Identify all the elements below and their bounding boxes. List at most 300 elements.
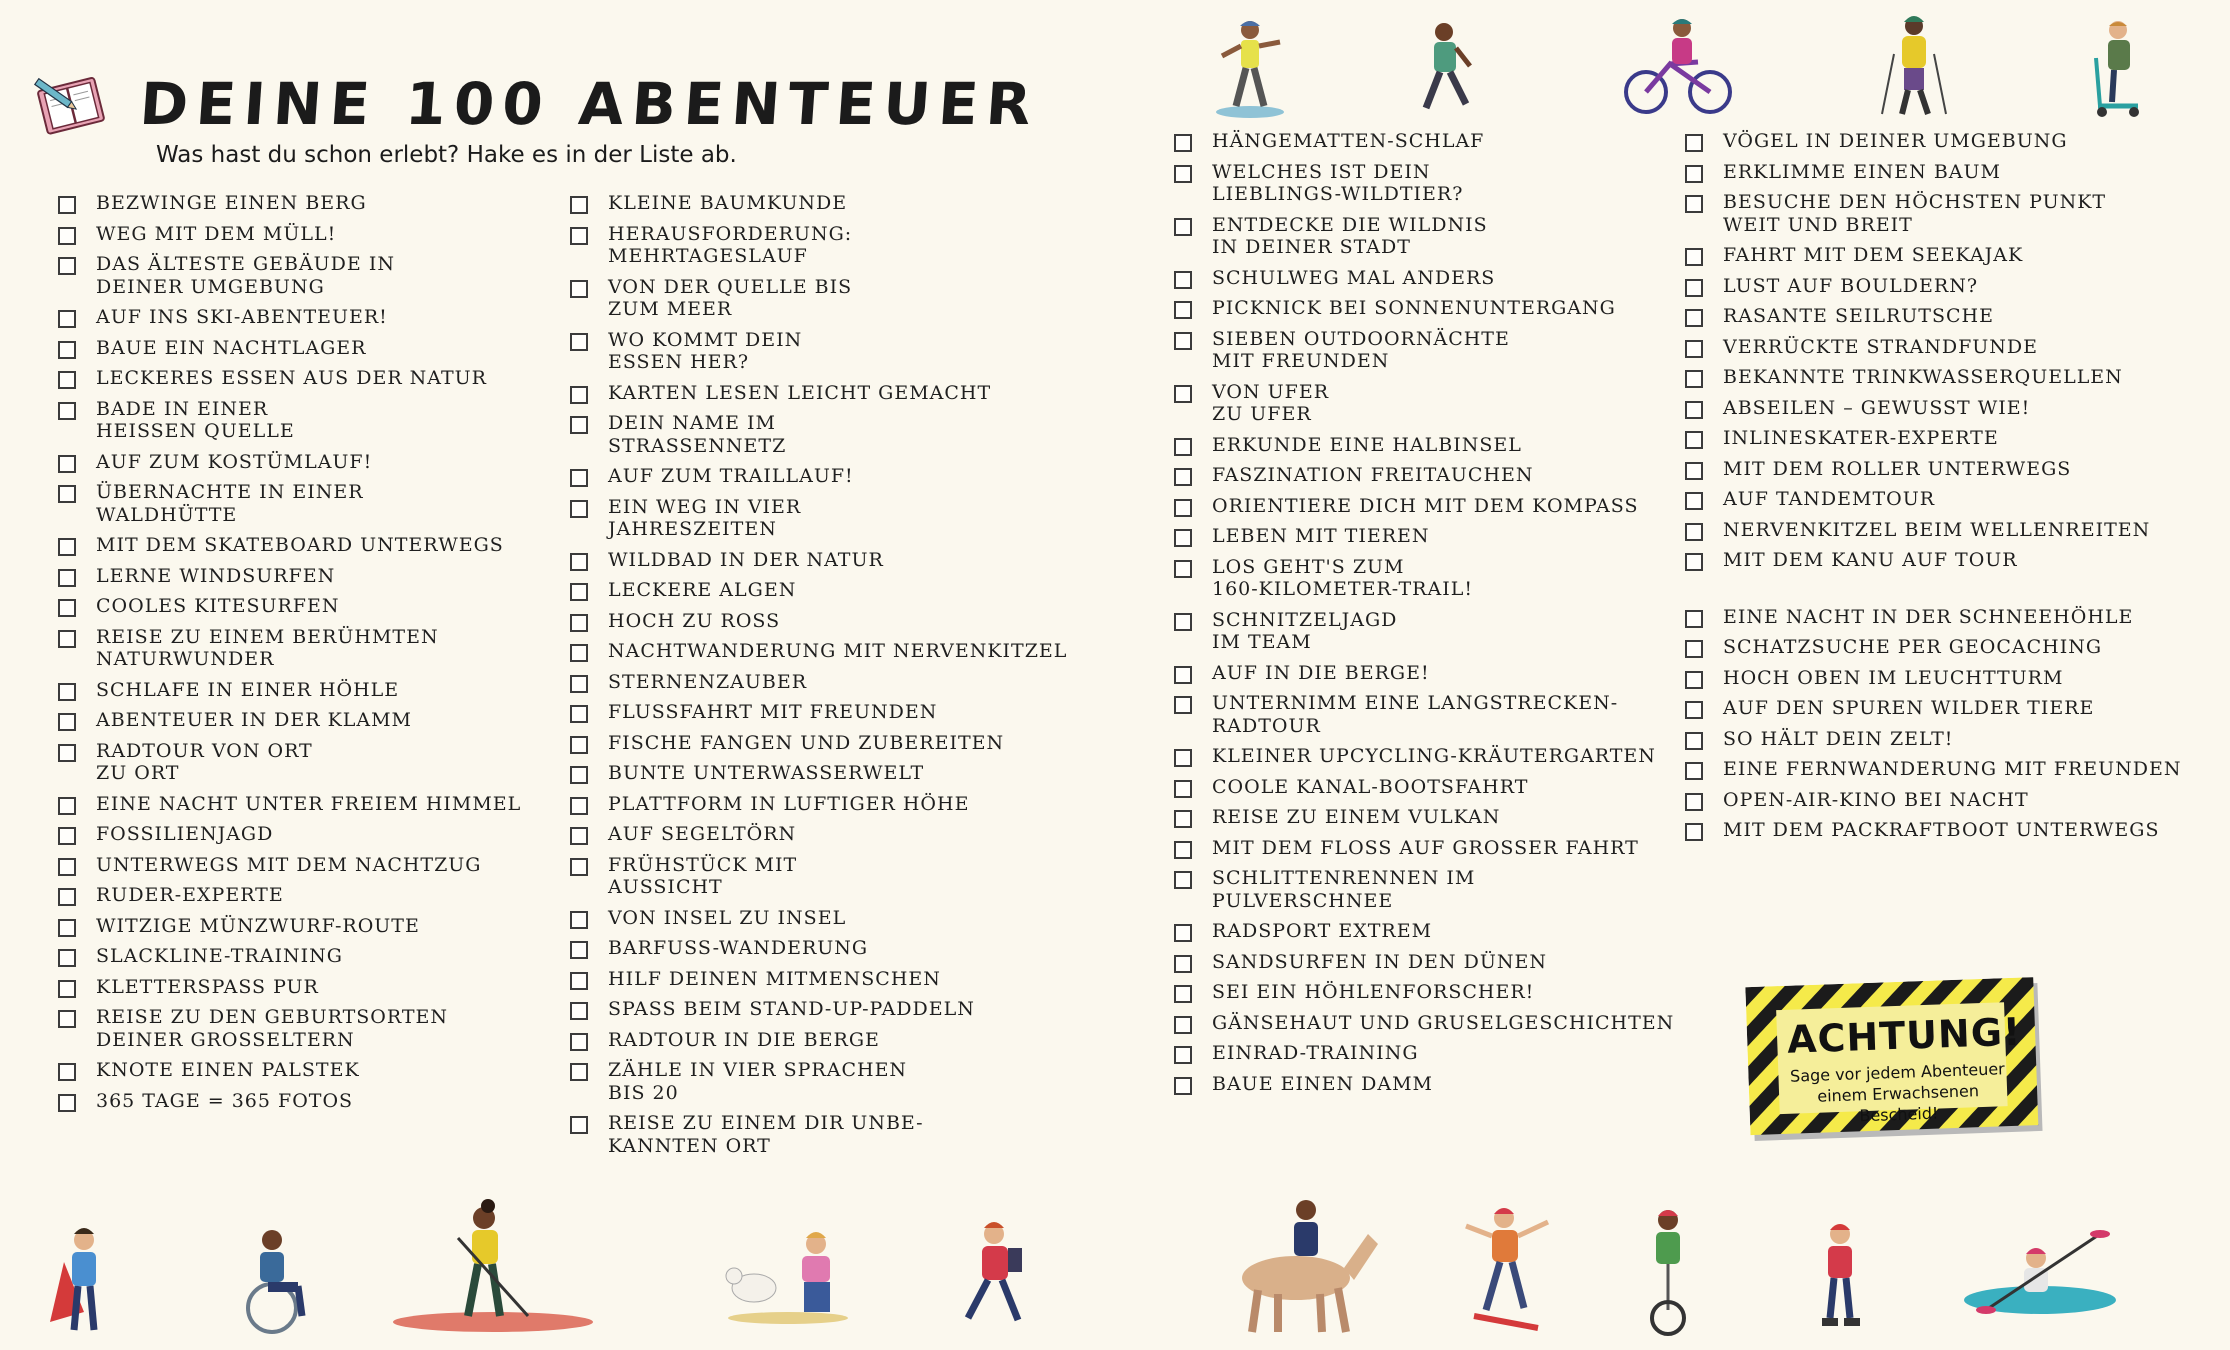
checklist-item <box>1174 776 1694 799</box>
checkbox[interactable] <box>58 713 76 731</box>
checklist-item <box>1685 191 2205 236</box>
checklist-item-label: MIT DEM ROLLER UNTERWEGS <box>1723 457 2072 480</box>
checkbox[interactable] <box>1685 248 1703 266</box>
checklist-item-label: ABENTEUER IN DER KLAMM <box>96 709 413 731</box>
checklist-item <box>1174 381 1694 426</box>
checklist-item-label: FASZINATION FREITAUCHEN <box>1212 464 1534 486</box>
checklist-item <box>570 579 1090 602</box>
checkbox[interactable] <box>1174 955 1192 973</box>
checklist-item <box>1174 434 1694 457</box>
checkbox[interactable] <box>570 827 588 845</box>
checklist-item-label: AUF DEN SPUREN WILDER TIERE <box>1723 697 2095 719</box>
checklist-item-label: PLATTFORM IN LUFTIGER HÖHE <box>608 792 970 815</box>
checklist-item <box>58 740 578 785</box>
checklist-item-label: KLEINER UPCYCLING-KRÄUTERGARTEN <box>1212 745 1656 767</box>
checkbox[interactable] <box>58 797 76 815</box>
checklist-item-label: DEIN NAME IM STRASSENNETZ <box>608 412 787 457</box>
checkbox[interactable] <box>1685 762 1703 780</box>
checkbox[interactable] <box>570 941 588 959</box>
checklist-item-label: FRÜHSTÜCK MIT AUSSICHT <box>608 853 798 898</box>
checkbox[interactable] <box>1174 666 1192 684</box>
unicyclist-illustration <box>1636 1206 1700 1338</box>
checkbox[interactable] <box>1174 985 1192 1003</box>
checkbox[interactable] <box>570 1116 588 1134</box>
checklist-item-label: COOLES KITESURFEN <box>96 595 340 617</box>
checklist-item <box>570 854 1090 899</box>
checkbox[interactable] <box>1685 793 1703 811</box>
checklist-item <box>58 1059 578 1082</box>
checklist-item <box>1685 130 2205 153</box>
checklist-item <box>1174 464 1694 487</box>
checkbox[interactable] <box>1174 165 1192 183</box>
checklist-item-label: ORIENTIERE DICH MIT DEM KOMPASS <box>1212 494 1639 517</box>
checklist-item-label: ZÄHLE IN VIER SPRACHEN BIS 20 <box>608 1059 908 1104</box>
checklist-item <box>58 679 578 702</box>
checkbox[interactable] <box>570 416 588 434</box>
checklist-item-label: FISCHE FANGEN UND ZUBEREITEN <box>608 731 1005 754</box>
checklist-column-3 <box>1174 130 1694 1103</box>
checkbox[interactable] <box>58 569 76 587</box>
checkbox[interactable] <box>570 736 588 754</box>
checklist-item <box>1174 609 1694 654</box>
checkbox[interactable] <box>1685 309 1703 327</box>
checklist-item <box>1174 662 1694 685</box>
checkbox[interactable] <box>1685 732 1703 750</box>
checklist-item-label: VERRÜCKTE STRANDFUNDE <box>1723 335 2039 358</box>
checklist-item <box>1685 636 2205 659</box>
checklist-item <box>1174 806 1694 829</box>
checklist-item-label: UNTERNIMM EINE LANGSTRECKEN- RADTOUR <box>1212 692 1619 737</box>
kayaker-illustration <box>1960 1214 2120 1332</box>
checklist-item <box>58 306 578 329</box>
checklist-item <box>1174 745 1694 768</box>
checklist-item <box>570 223 1090 268</box>
checklist-item-label: KLEINE BAUMKUNDE <box>608 192 848 214</box>
checkbox[interactable] <box>1174 529 1192 547</box>
checkbox[interactable] <box>58 827 76 845</box>
checklist-item <box>58 337 578 360</box>
checkbox[interactable] <box>570 196 588 214</box>
checklist-item-label: HÄNGEMATTEN-SCHLAF <box>1212 130 1485 152</box>
checklist-item <box>570 998 1090 1021</box>
checklist-item <box>570 732 1090 755</box>
snowboarder-illustration <box>1210 16 1290 120</box>
checklist-item-label: EINE NACHT IN DER SCHNEEHÖHLE <box>1723 605 2134 628</box>
checkbox[interactable] <box>570 469 588 487</box>
checklist-item-label: LOS GEHT'S ZUM 160-KILOMETER-TRAIL! <box>1212 555 1473 600</box>
checkbox[interactable] <box>1685 492 1703 510</box>
checklist-item-label: EINRAD-TRAINING <box>1212 1042 1419 1064</box>
checkbox[interactable] <box>570 1002 588 1020</box>
checkbox[interactable] <box>570 675 588 693</box>
checkbox[interactable] <box>1174 780 1192 798</box>
checklist-item-label: AUF TANDEMTOUR <box>1723 488 1936 510</box>
checklist-item <box>570 610 1090 633</box>
checkbox[interactable] <box>58 485 76 503</box>
checklist-item <box>1685 819 2205 842</box>
checklist-item-label: SLACKLINE-TRAINING <box>96 945 343 967</box>
checklist-item-label: GÄNSEHAUT UND GRUSELGESCHICHTEN <box>1212 1011 1675 1034</box>
checklist-item <box>58 565 578 588</box>
checklist-item-label: AUF ZUM KOSTÜMLAUF! <box>96 450 373 473</box>
checkbox[interactable] <box>570 972 588 990</box>
checklist-item-label: REISE ZU EINEM BERÜHMTEN NATURWUNDER <box>96 625 439 670</box>
checkbox[interactable] <box>1174 134 1192 152</box>
checklist-item-label: DAS ÄLTESTE GEBÄUDE IN DEINER UMGEBUNG <box>96 253 395 298</box>
checklist-item <box>1174 837 1694 860</box>
checklist-item-label: BESUCHE DEN HÖCHSTEN PUNKT WEIT UND BREIT <box>1723 191 2107 236</box>
checkbox[interactable] <box>1174 499 1192 517</box>
checklist-item-label: ENTDECKE DIE WILDNIS IN DEINER STADT <box>1212 213 1488 258</box>
checklist-item-label: EINE FERNWANDERUNG MIT FREUNDEN <box>1723 758 2182 780</box>
checklist-item-label: KNOTE EINEN PALSTEK <box>96 1059 360 1081</box>
checkbox[interactable] <box>58 341 76 359</box>
kid-with-goat-illustration <box>718 1226 858 1326</box>
checklist-item-label: KARTEN LESEN LEICHT GEMACHT <box>608 381 992 404</box>
checklist-item-label: EIN WEG IN VIER JAHRESZEITEN <box>608 495 802 540</box>
checklist-item <box>58 481 578 526</box>
checkbox[interactable] <box>1174 696 1192 714</box>
warning-title: ACHTUNG! <box>1786 1009 2023 1062</box>
wheelchair-kid-illustration <box>228 1224 318 1336</box>
checklist-item-label: AUF SEGELTÖRN <box>608 823 797 845</box>
checkbox[interactable] <box>570 280 588 298</box>
checklist-item <box>1685 488 2205 511</box>
checkbox[interactable] <box>570 911 588 929</box>
warning-text: Sage vor jedem Abenteuer einem Erwachsenen Bescheid! <box>1789 1059 2006 1126</box>
checkbox[interactable] <box>58 538 76 556</box>
checkbox[interactable] <box>1685 370 1703 388</box>
checklist-item-label: LUST AUF BOULDERN? <box>1723 274 1979 297</box>
checkbox[interactable] <box>570 644 588 662</box>
checklist-item-label: MIT DEM FLOSS AUF GROSSER FAHRT <box>1212 836 1639 859</box>
checklist-item <box>1174 951 1694 974</box>
checkbox[interactable] <box>570 553 588 571</box>
checkbox[interactable] <box>570 1063 588 1081</box>
checklist-item <box>1685 549 2205 572</box>
checkbox[interactable] <box>570 705 588 723</box>
checklist-item <box>1174 981 1694 1004</box>
checkbox[interactable] <box>570 858 588 876</box>
checkbox[interactable] <box>58 888 76 906</box>
checklist-item-label: FAHRT MIT DEM SEEKAJAK <box>1723 244 2024 266</box>
checklist-item-label: RADTOUR IN DIE BERGE <box>608 1028 880 1051</box>
checklist-item-label: HERAUSFORDERUNG: MEHRTAGESLAUF <box>608 222 853 267</box>
checklist-item-label: RADTOUR VON ORT ZU ORT <box>96 739 313 784</box>
checklist-item <box>1174 214 1694 259</box>
checklist-item <box>1174 920 1694 943</box>
checkbox[interactable] <box>1685 401 1703 419</box>
checkbox[interactable] <box>570 583 588 601</box>
checkbox[interactable] <box>1685 340 1703 358</box>
checklist-item <box>58 223 578 246</box>
checklist-item-label: WO KOMMT DEIN ESSEN HER? <box>608 328 803 373</box>
checklist-item <box>570 192 1090 215</box>
checklist-item <box>570 1059 1090 1104</box>
checklist-item-label: REISE ZU DEN GEBURTSORTEN DEINER GROSSELTERN <box>96 1006 449 1051</box>
checkbox[interactable] <box>58 257 76 275</box>
checklist-item <box>1685 758 2205 781</box>
checklist-item-label: EINE NACHT UNTER FREIEM HIMMEL <box>96 792 522 815</box>
checkbox[interactable] <box>1174 332 1192 350</box>
checkbox[interactable] <box>58 858 76 876</box>
checklist-item-label: HOCH OBEN IM LEUCHTTURM <box>1723 666 2064 689</box>
checklist-item <box>58 1090 578 1113</box>
checklist-item-label: SO HÄLT DEIN ZELT! <box>1723 727 1954 750</box>
running-kid-illustration <box>948 1218 1038 1336</box>
checkbox[interactable] <box>1174 1046 1192 1064</box>
checklist-item-label: VÖGEL IN DEINER UMGEBUNG <box>1723 130 2068 152</box>
checklist-item-label: KLETTERSPASS PUR <box>96 975 319 998</box>
checklist-item-label: VON INSEL ZU INSEL <box>608 906 847 929</box>
cyclist-illustration <box>1622 14 1734 118</box>
checkbox[interactable] <box>1174 271 1192 289</box>
checklist-item-label: AUF INS SKI-ABENTEUER! <box>96 306 388 328</box>
checklist-item-label: BADE IN EINER HEISSEN QUELLE <box>96 397 295 442</box>
checklist-item-label: BAUE EINEN DAMM <box>1212 1072 1434 1095</box>
checklist-item <box>570 793 1090 816</box>
checklist-item-label: LECKERE ALGEN <box>608 579 797 601</box>
checkbox[interactable] <box>58 402 76 420</box>
checklist-item <box>1685 667 2205 690</box>
checklist-item-label: NERVENKITZEL BEIM WELLENREITEN <box>1723 518 2151 541</box>
checkbox[interactable] <box>58 599 76 617</box>
checklist-item-label: OPEN-AIR-KINO BEI NACHT <box>1723 788 2029 811</box>
list-spacer <box>1685 580 2205 606</box>
checklist-item-label: BAUE EIN NACHTLAGER <box>96 336 367 359</box>
checkbox[interactable] <box>570 614 588 632</box>
checklist-column-1 <box>58 192 578 1120</box>
checklist-item <box>570 640 1090 663</box>
checkbox[interactable] <box>570 386 588 404</box>
checklist-item <box>58 945 578 968</box>
checkbox[interactable] <box>1174 810 1192 828</box>
checkbox[interactable] <box>58 196 76 214</box>
checkbox[interactable] <box>1174 1016 1192 1034</box>
checklist-item-label: INLINESKATER-EXPERTE <box>1723 427 1999 449</box>
checklist-item-label: WILDBAD IN DER NATUR <box>608 548 884 571</box>
checklist-item <box>1174 161 1694 206</box>
checklist-item <box>1685 789 2205 812</box>
checklist-item-label: SEI EIN HÖHLENFORSCHER! <box>1212 981 1535 1003</box>
checklist-item <box>570 1029 1090 1052</box>
checkbox[interactable] <box>1685 671 1703 689</box>
checkbox[interactable] <box>1685 640 1703 658</box>
checkbox[interactable] <box>58 980 76 998</box>
checklist-item-label: AUF IN DIE BERGE! <box>1212 661 1430 684</box>
checklist-item-label: ERKLIMME EINEN BAUM <box>1723 160 2001 183</box>
checkbox[interactable] <box>1174 468 1192 486</box>
checkbox[interactable] <box>570 333 588 351</box>
checklist-item-label: STERNENZAUBER <box>608 670 808 693</box>
checklist-item <box>1685 244 2205 267</box>
checklist-item-label: SCHLAFE IN EINER HÖHLE <box>96 678 400 701</box>
checklist-item-label: ÜBERNACHTE IN EINER WALDHÜTTE <box>96 481 364 526</box>
checklist-item <box>58 823 578 846</box>
horse-rider-illustration <box>1222 1194 1382 1338</box>
checklist-item-label: VON UFER ZU UFER <box>1212 380 1329 425</box>
notebook-pencil-icon <box>28 70 112 142</box>
checkbox[interactable] <box>1174 749 1192 767</box>
checklist-item <box>1685 458 2205 481</box>
checkbox[interactable] <box>58 455 76 473</box>
checklist-item-label: SCHATZSUCHE PER GEOCACHING <box>1723 636 2103 658</box>
checklist-item <box>1685 519 2205 542</box>
warning-sign <box>1745 977 2046 1145</box>
page-subtitle: Was hast du schon erlebt? Hake es in der Liste ab. <box>156 142 737 168</box>
checklist-item-label: FLUSSFAHRT MIT FREUNDEN <box>608 701 938 723</box>
checkbox[interactable] <box>1685 195 1703 213</box>
checkbox[interactable] <box>1174 1077 1192 1095</box>
checklist-item <box>58 854 578 877</box>
checklist-item <box>1685 728 2205 751</box>
checklist-item-label: SANDSURFEN IN DEN DÜNEN <box>1212 950 1547 973</box>
checkbox[interactable] <box>1174 385 1192 403</box>
checklist-item-label: VON DER QUELLE BIS ZUM MEER <box>608 275 853 320</box>
checkbox[interactable] <box>1685 823 1703 841</box>
checklist-item <box>58 398 578 443</box>
checkbox[interactable] <box>58 310 76 328</box>
checklist-item <box>570 549 1090 572</box>
checklist-item <box>58 534 578 557</box>
checklist-item-label: 365 TAGE = 365 FOTOS <box>96 1089 354 1112</box>
checklist-item <box>58 451 578 474</box>
checklist-item <box>58 793 578 816</box>
checkbox[interactable] <box>1685 165 1703 183</box>
checklist-item-label: WEG MIT DEM MÜLL! <box>96 222 337 245</box>
checkbox[interactable] <box>58 744 76 762</box>
checklist-item-label: LEBEN MIT TIEREN <box>1212 525 1430 547</box>
checklist-item <box>58 976 578 999</box>
checklist-item <box>1685 366 2205 389</box>
checkbox[interactable] <box>58 1010 76 1028</box>
checklist-item <box>570 1112 1090 1157</box>
checklist-item-label: LERNE WINDSURFEN <box>96 564 336 587</box>
checklist-item <box>570 671 1090 694</box>
checklist-item-label: MIT DEM PACKRAFTBOOT UNTERWEGS <box>1723 819 2160 841</box>
checklist-item <box>570 701 1090 724</box>
checkbox[interactable] <box>1685 553 1703 571</box>
checkbox[interactable] <box>1174 841 1192 859</box>
checklist-item <box>570 276 1090 321</box>
checklist-item <box>58 253 578 298</box>
checklist-item <box>1174 328 1694 373</box>
checkbox[interactable] <box>1174 924 1192 942</box>
checkbox[interactable] <box>1174 613 1192 631</box>
checklist-item <box>1685 606 2205 629</box>
checklist-item <box>1174 130 1694 153</box>
checkbox[interactable] <box>570 227 588 245</box>
checklist-item-label: UNTERWEGS MIT DEM NACHTZUG <box>96 853 482 876</box>
checklist-item-label: NACHTWANDERUNG MIT NERVENKITZEL <box>608 640 1068 662</box>
checkbox[interactable] <box>1685 462 1703 480</box>
checklist-item <box>58 367 578 390</box>
checklist-item <box>570 382 1090 405</box>
stand-up-paddler-illustration <box>388 1198 598 1336</box>
checkbox[interactable] <box>1174 301 1192 319</box>
checklist-item <box>570 329 1090 374</box>
checklist-item <box>1174 267 1694 290</box>
checklist-item <box>570 496 1090 541</box>
checklist-item <box>570 465 1090 488</box>
checklist-item-label: SIEBEN OUTDOORNÄCHTE MIT FREUNDEN <box>1212 327 1510 372</box>
checklist-item-label: BUNTE UNTERWASSERWELT <box>608 762 925 784</box>
checklist-item <box>570 907 1090 930</box>
checklist-item <box>1685 336 2205 359</box>
checklist-item-label: ERKUNDE EINE HALBINSEL <box>1212 433 1522 456</box>
checklist-item-label: BEZWINGE EINEN BERG <box>96 192 367 214</box>
checklist-item-label: COOLE KANAL-BOOTSFAHRT <box>1212 775 1529 798</box>
checkbox[interactable] <box>1685 610 1703 628</box>
scooter-rider-illustration <box>2088 18 2154 118</box>
checklist-item-label: REISE ZU EINEM DIR UNBE- KANNTEN ORT <box>608 1112 924 1157</box>
checklist-item <box>58 626 578 671</box>
checkbox[interactable] <box>1174 218 1192 236</box>
checklist-item-label: REISE ZU EINEM VULKAN <box>1212 806 1501 828</box>
checklist-item-label: SPASS BEIM STAND-UP-PADDELN <box>608 998 975 1020</box>
checkbox[interactable] <box>1174 438 1192 456</box>
checkbox[interactable] <box>570 766 588 784</box>
checklist-item-label: SCHULWEG MAL ANDERS <box>1212 266 1496 289</box>
checklist-item <box>570 762 1090 785</box>
inline-skater-illustration <box>1808 1220 1872 1332</box>
checkbox[interactable] <box>1685 134 1703 152</box>
costume-kid-illustration <box>44 1222 124 1338</box>
checklist-item <box>58 1006 578 1051</box>
checklist-column-4 <box>1685 130 2205 850</box>
checklist-item <box>570 823 1090 846</box>
checkbox[interactable] <box>58 1094 76 1112</box>
checkbox[interactable] <box>1685 523 1703 541</box>
checklist-item-label: FOSSILIENJAGD <box>96 823 274 845</box>
checkbox[interactable] <box>1685 431 1703 449</box>
runner-illustration <box>1414 20 1478 120</box>
checklist-item <box>1685 161 2205 184</box>
checkbox[interactable] <box>58 371 76 389</box>
checkbox[interactable] <box>1685 279 1703 297</box>
skateboarder-illustration <box>1458 1204 1558 1338</box>
checklist-item <box>1174 495 1694 518</box>
checkbox[interactable] <box>570 1033 588 1051</box>
checklist-item-label: MIT DEM KANU AUF TOUR <box>1723 549 2018 571</box>
checkbox[interactable] <box>1685 701 1703 719</box>
checkbox[interactable] <box>570 500 588 518</box>
checkbox[interactable] <box>58 227 76 245</box>
checklist-item-label: PICKNICK BEI SONNENUNTERGANG <box>1212 297 1616 319</box>
checklist-item-label: ABSEILEN – GEWUSST WIE! <box>1723 396 2031 419</box>
checklist-item-label: RASANTE SEILRUTSCHE <box>1723 305 1994 327</box>
checklist-item <box>1174 1042 1694 1065</box>
checkbox[interactable] <box>58 683 76 701</box>
checkbox[interactable] <box>1174 871 1192 889</box>
checkbox[interactable] <box>1174 560 1192 578</box>
checkbox[interactable] <box>570 797 588 815</box>
checklist-item <box>1174 1012 1694 1035</box>
checklist-item-label: SCHNITZELJAGD IM TEAM <box>1212 608 1398 653</box>
checklist-item <box>570 937 1090 960</box>
checkbox[interactable] <box>58 630 76 648</box>
checklist-item-label: RUDER-EXPERTE <box>96 884 284 906</box>
checklist-item-label: LECKERES ESSEN AUS DER NATUR <box>96 367 487 389</box>
checklist-item <box>570 968 1090 991</box>
checkbox[interactable] <box>58 1063 76 1081</box>
checkbox[interactable] <box>58 919 76 937</box>
checklist-item <box>1174 525 1694 548</box>
checklist-item <box>58 192 578 215</box>
checkbox[interactable] <box>58 949 76 967</box>
checklist-item <box>1174 1073 1694 1096</box>
checklist-item-label: RADSPORT EXTREM <box>1212 920 1433 942</box>
